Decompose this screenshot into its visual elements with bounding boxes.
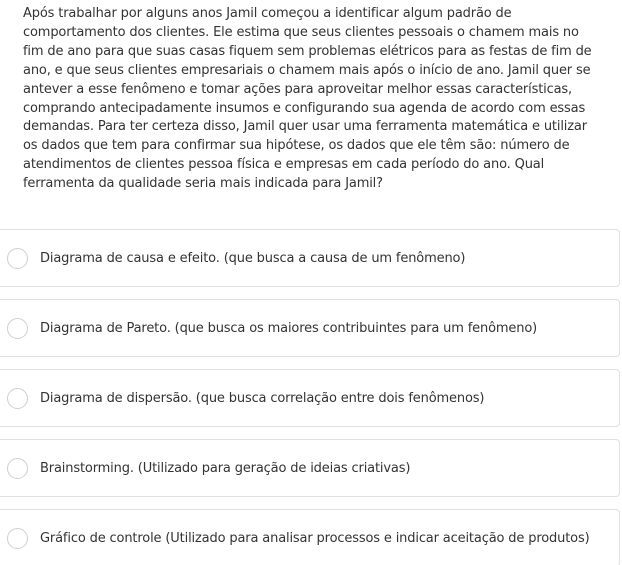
radio-button-icon[interactable] bbox=[7, 248, 28, 269]
answer-option-c[interactable] bbox=[0, 369, 620, 427]
answer-option-e[interactable] bbox=[0, 509, 620, 565]
radio-button-icon[interactable] bbox=[7, 318, 28, 339]
answer-option-label: Brainstorming. (Utilizado para geração de ideias criativas) bbox=[40, 460, 411, 476]
radio-button-icon[interactable] bbox=[7, 528, 28, 549]
answer-option-label: Gráfico de controle (Utilizado para analisar processos e indicar aceitação de produtos) bbox=[40, 530, 590, 546]
radio-button-icon[interactable] bbox=[7, 388, 28, 409]
radio-button-icon[interactable] bbox=[7, 458, 28, 479]
answer-option-label: Diagrama de dispersão. (que busca correlação entre dois fenômenos) bbox=[40, 390, 485, 406]
answer-option-label: Diagrama de Pareto. (que busca os maiores contribuintes para um fenômeno) bbox=[40, 320, 538, 336]
answer-options bbox=[0, 229, 620, 565]
answer-option-label: Diagrama de causa e efeito. (que busca a causa de um fenômeno) bbox=[40, 250, 466, 266]
answer-option-a[interactable] bbox=[0, 229, 620, 287]
answer-option-b[interactable] bbox=[0, 299, 620, 357]
question-text: Após trabalhar por alguns anos Jamil começou a identificar algum padrão de comportamento dos clientes. Ele estima que seus clientes pessoais o chamem mais no fim de ano para que suas casas fiquem sem problemas elétricos para as festas de fim de ano, e que seus clientes empresariais o chamem mais após o início de ano. Jamil quer se antever a esse fenômeno e tomar ações para aproveitar melhor essas características, comprando antecipadamente insumos e configurando sua agenda de acordo com essas demandas. Para ter certeza disso, Jamil quer usar uma ferramenta matemática e utilizar os dados que tem para confirmar sua hipótese, os dados que ele têm são: número de atendimentos de clientes pessoa física e empresas em cada período do ano. Qual ferramenta da qualidade seria mais indicada para Jamil? bbox=[23, 6, 592, 192]
answer-option-d[interactable] bbox=[0, 439, 620, 497]
